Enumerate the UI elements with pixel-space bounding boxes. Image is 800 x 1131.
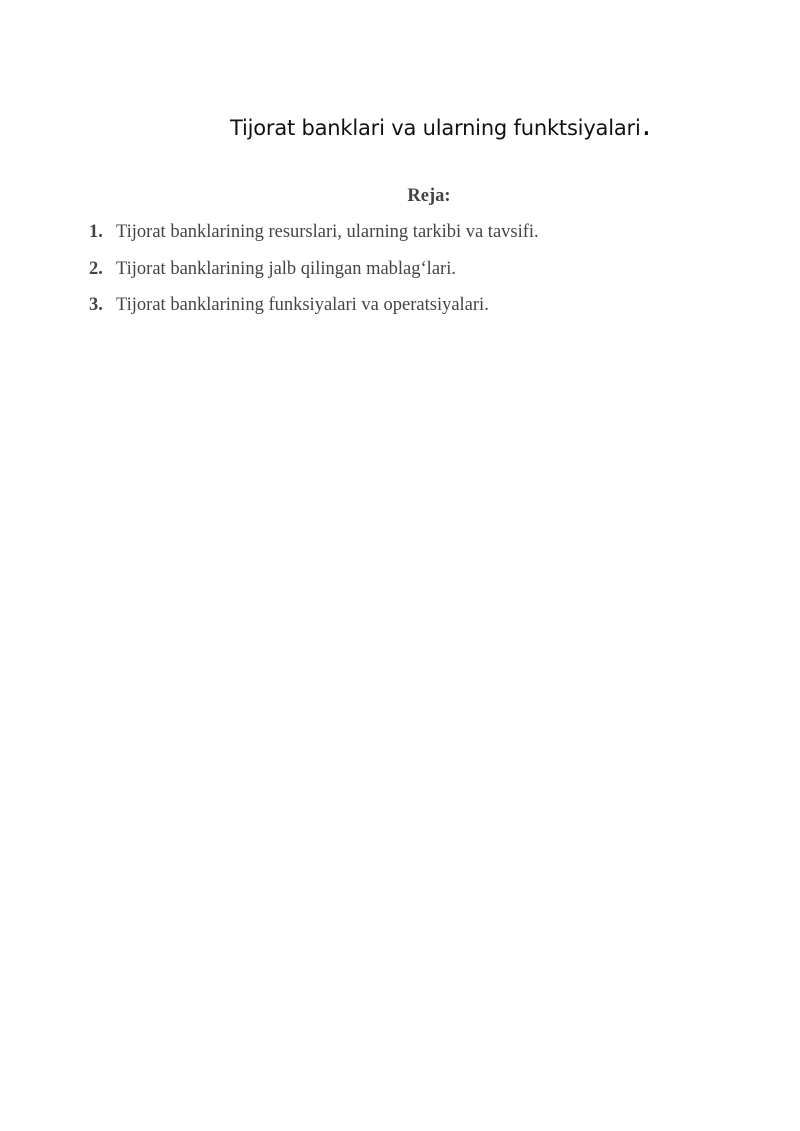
plan-heading: Reja: — [407, 186, 451, 206]
plan-item-number: 2. — [89, 258, 103, 279]
plan-item-text: Tijorat banklarining jalb qilingan mablag‘lari. — [116, 258, 456, 279]
document-title-period: . — [641, 108, 651, 143]
plan-item-2 — [89, 259, 539, 296]
plan-item-number: 3. — [89, 295, 103, 315]
plan-list — [89, 222, 539, 332]
plan-item-text: Tijorat banklarining resurslari, ularning tarkibi va tavsifi. — [116, 222, 539, 242]
plan-item-1 — [89, 222, 539, 259]
document-title-text: Tijorat banklari va ularning funktsiyalari — [230, 116, 641, 140]
document-title — [230, 108, 651, 143]
plan-item-text: Tijorat banklarining funksiyalari va operatsiyalari. — [116, 295, 489, 315]
plan-item-number: 1. — [89, 222, 103, 242]
plan-item-3 — [89, 295, 539, 332]
